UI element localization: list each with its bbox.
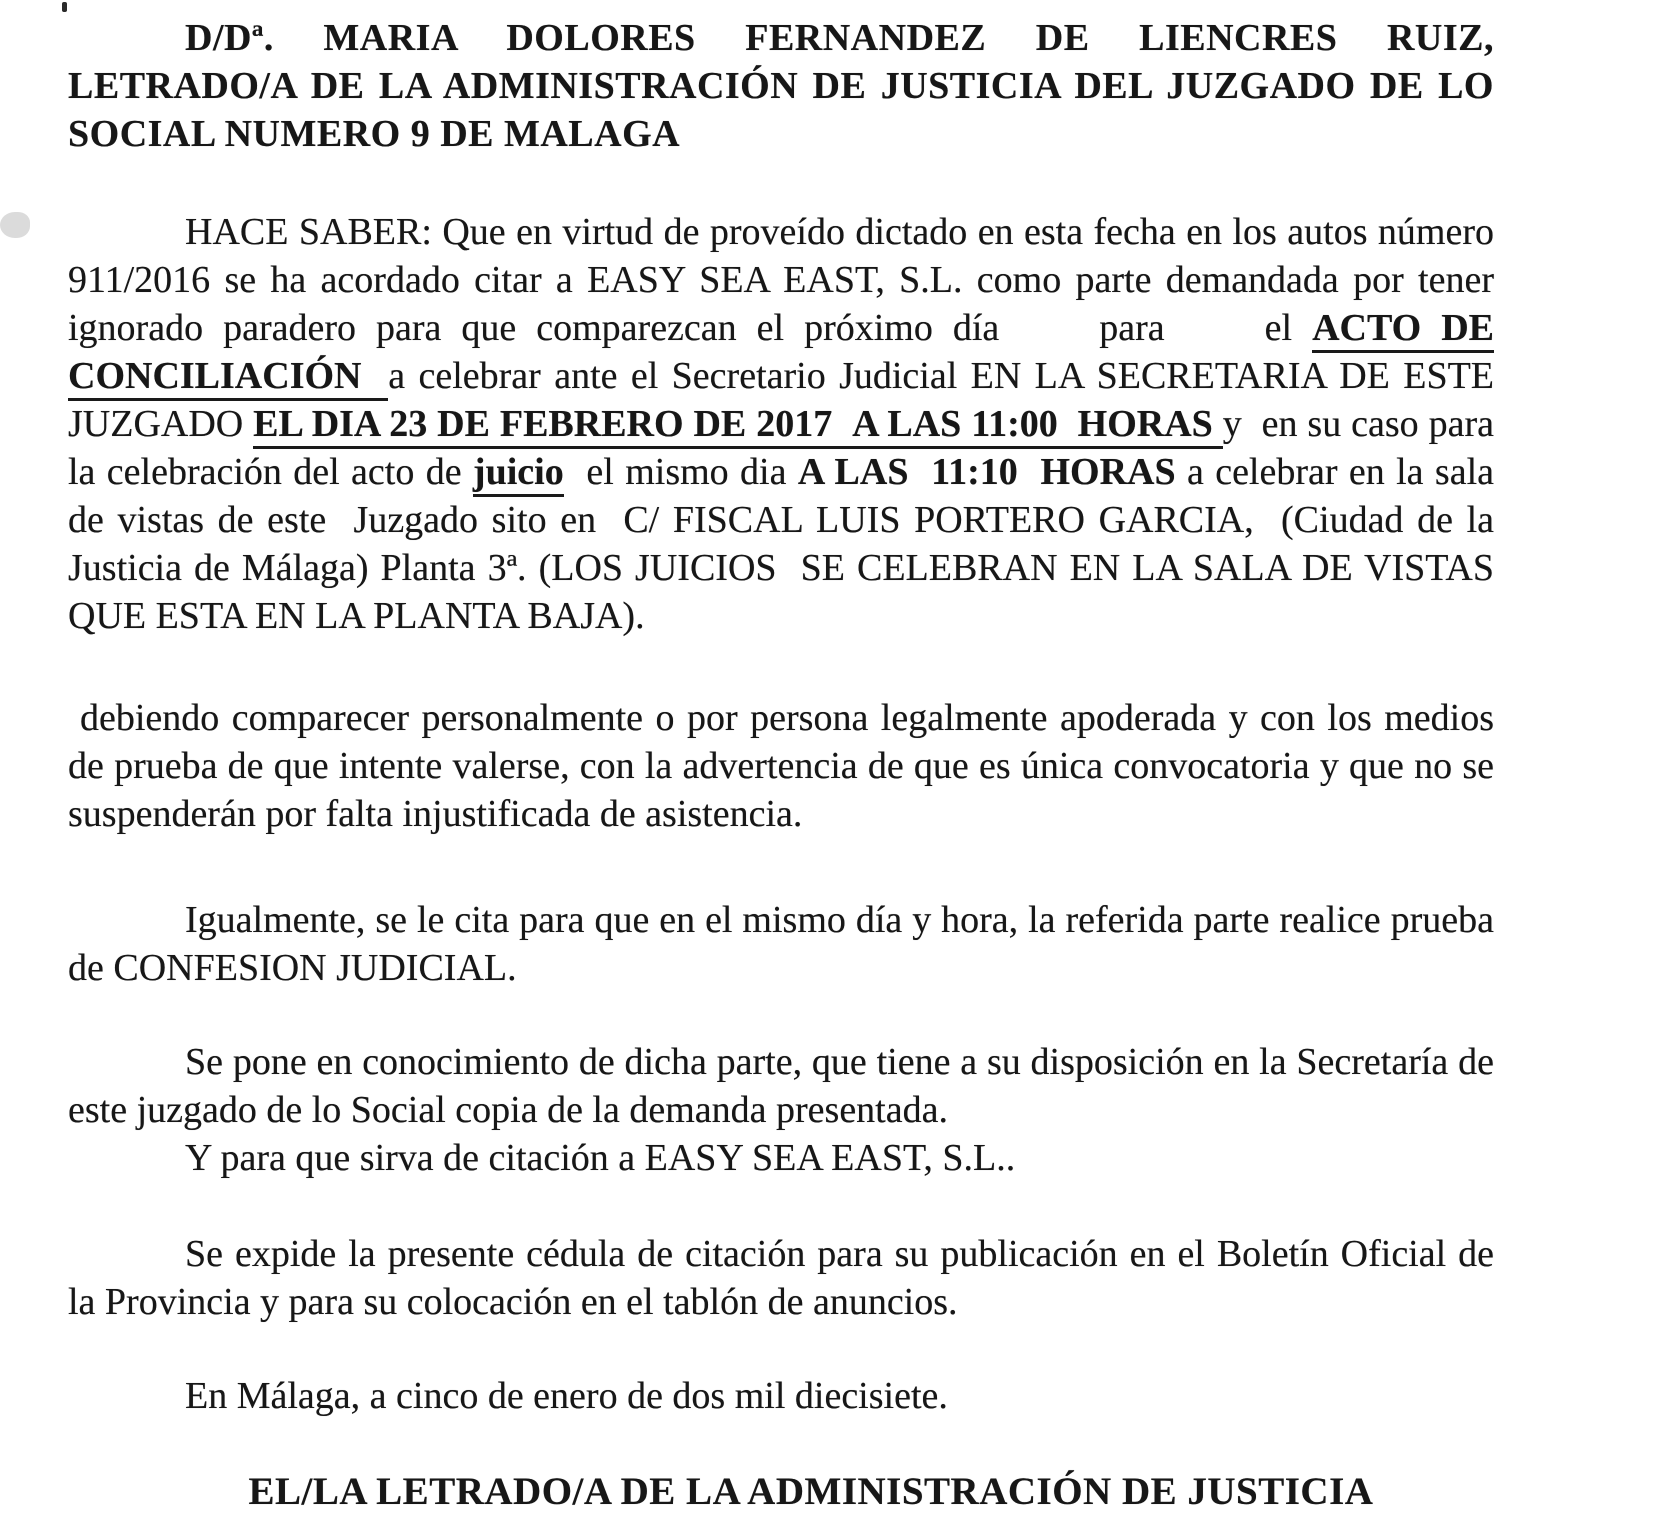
signature-line (128, 1468, 1494, 1516)
text-segment: a celebrar ante el Secretario Judicial EN LA SECRETARIA DE ESTE JUZGADO (68, 355, 1495, 445)
hora-juicio-emphasis: A LAS 11:10 HORAS (797, 451, 1176, 493)
paragraph-se-pone (68, 1038, 1494, 1134)
paragraph-fecha-lugar (68, 1372, 1494, 1420)
paragraph-se-expide (68, 1230, 1494, 1326)
paragraph-igualmente (68, 896, 1494, 992)
paragraph-y-para-que-sirva (68, 1134, 1494, 1182)
document-title (68, 14, 1494, 158)
text-segment: Se expide la presente cédula de citación para su publicación en el Boletín Oficial de la Provincia y para su colocación en el tablón de anuncios. (68, 1233, 1494, 1323)
text-segment: y en su caso para la celebración del acto de (68, 403, 1494, 493)
text-segment: Se pone en conocimiento de dicha parte, que tiene a su disposición en la Secretaría de este juzgado de lo Social copia de la demanda presentada. (68, 1041, 1494, 1131)
acto-de-conciliacion-emphasis: ACTO DE CONCILIACIÓN (68, 307, 1494, 401)
text-segment: HACE SABER: Que en virtud de proveído dictado en esta fecha en los autos número 911/2016 se ha acordado citar a EASY SEA EAST, S.L. como parte demandada por tener ignorado paradero para que comparezcan el próximo día para el (68, 211, 1494, 349)
fecha-conciliacion-emphasis: EL DIA 23 DE FEBRERO DE 2017 A LAS 11:00 HORAS (253, 403, 1223, 449)
scan-artifact-smudge (0, 212, 30, 238)
paragraph-hace-saber (68, 208, 1494, 640)
text-segment: a celebrar en la sala de vistas de este Juzgado sito en C/ FISCAL LUIS PORTERO GARCIA, (Ciudad de la Justicia de Málaga) Planta 3ª. (LOS JUICIOS SE CELEBRAN EN LA SALA DE VISTAS QUE ESTA EN LA PLANTA BAJA). (68, 451, 1494, 637)
text-segment: En Málaga, a cinco de enero de dos mil diecisiete. (185, 1375, 948, 1417)
text-segment: Igualmente, se le cita para que en el mismo día y hora, la referida parte realice prueba de CONFESION JUDICIAL. (68, 899, 1494, 989)
signature-text: EL/LA LETRADO/A DE LA ADMINISTRACIÓN DE JUSTICIA (248, 1470, 1374, 1513)
text-segment: el mismo dia (563, 451, 798, 493)
paragraph-debiendo-comparecer (68, 694, 1494, 838)
juicio-emphasis: juicio (473, 451, 564, 497)
scan-artifact-dot (62, 2, 67, 12)
text-segment: debiendo comparecer personalmente o por persona legalmente apoderada y con los medios de prueba de que intente valerse, con la advertencia de que es única convocatoria y que no se suspenderán por falta injustificada de asistencia. (68, 697, 1494, 835)
title-text: D/Dª. MARIA DOLORES FERNANDEZ DE LIENCRES RUIZ, LETRADO/A DE LA ADMINISTRACIÓN DE JUSTICIA DEL JUZGADO DE LO SOCIAL NUMERO 9 DE MALAGA (68, 17, 1494, 155)
text-segment: Y para que sirva de citación a EASY SEA EAST, S.L.. (185, 1137, 1016, 1179)
